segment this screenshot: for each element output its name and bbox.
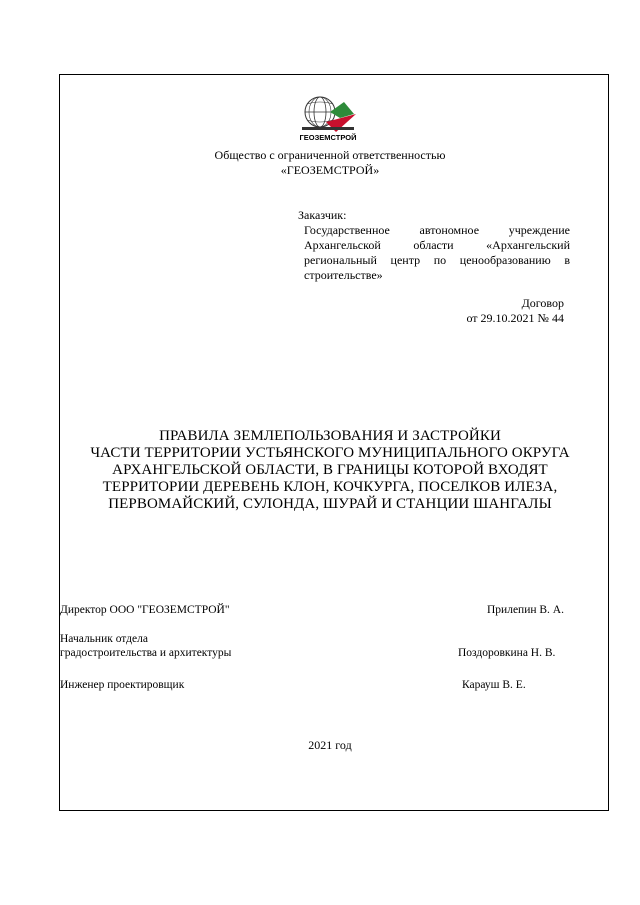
customer-line: строительстве» bbox=[304, 268, 383, 282]
contract-details: от 29.10.2021 № 44 bbox=[466, 311, 564, 325]
director-role: Директор ООО "ГЕОЗЕМСТРОЙ" bbox=[60, 604, 230, 616]
engineer-name: Карауш В. Е. bbox=[462, 679, 526, 691]
customer-name bbox=[298, 223, 570, 283]
organization-line-1: Общество с ограниченной ответственностью bbox=[214, 148, 446, 162]
contract-block bbox=[466, 296, 564, 326]
customer-line: Государственное автономное учреждение bbox=[304, 223, 570, 237]
customer-label: Заказчик: bbox=[298, 208, 347, 222]
director-name: Прилепин В. А. bbox=[487, 604, 564, 616]
logo-text: ГЕОЗЕМСТРОЙ bbox=[299, 133, 357, 142]
document-year: 2021 год bbox=[308, 738, 352, 752]
title-line: ПЕРВОМАЙСКИЙ, СУЛОНДА, ШУРАЙ И СТАНЦИИ ШАНГАЛЫ bbox=[108, 496, 552, 512]
document-title bbox=[70, 428, 590, 513]
head-name: Поздоровкина Н. В. bbox=[458, 647, 556, 659]
title-line: ПРАВИЛА ЗЕМЛЕПОЛЬЗОВАНИЯ И ЗАСТРОЙКИ bbox=[159, 428, 501, 444]
head-role-line-1: Начальник отдела bbox=[60, 633, 148, 645]
customer-line: Архангельской области «Архангельский bbox=[304, 238, 570, 252]
customer-line: региональный центр по ценообразованию в bbox=[304, 253, 570, 267]
head-role bbox=[60, 632, 231, 660]
title-line: ТЕРРИТОРИИ ДЕРЕВЕНЬ КЛОН, КОЧКУРГА, ПОСЕЛКОВ ИЛЕЗА, bbox=[102, 479, 558, 495]
title-line: ЧАСТИ ТЕРРИТОРИИ УСТЬЯНСКОГО МУНИЦИПАЛЬНОГО ОКРУГА bbox=[90, 445, 570, 461]
organization-line-2: «ГЕОЗЕМСТРОЙ» bbox=[280, 163, 380, 177]
title-line: АРХАНГЕЛЬСКОЙ ОБЛАСТИ, В ГРАНИЦЫ КОТОРОЙ ВХОДЯТ bbox=[112, 462, 548, 478]
customer-block bbox=[298, 208, 570, 283]
contract-label: Договор bbox=[521, 296, 564, 310]
organization-name bbox=[150, 148, 510, 178]
engineer-role: Инженер проектировщик bbox=[60, 679, 185, 691]
geozemstroy-logo-icon bbox=[296, 92, 360, 144]
head-role-line-2: градостроительства и архитектуры bbox=[60, 647, 232, 659]
